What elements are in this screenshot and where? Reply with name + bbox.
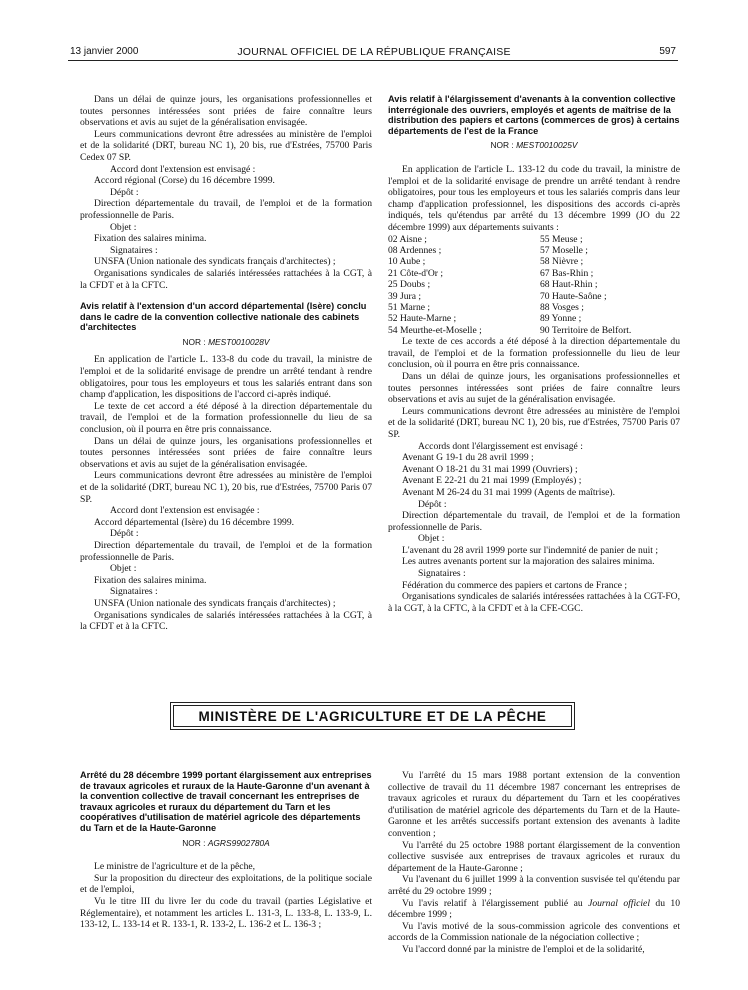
department-item: 21 Côte-d'Or ; [388, 267, 444, 279]
nor-reference: NOR : MEST0010025V [490, 140, 578, 151]
signataires-label: Signataires : [110, 244, 158, 256]
paragraph: Vu l'accord donné par la ministre de l'emploi et de la solidarité, [402, 943, 645, 955]
depot-label: Dépôt : [110, 186, 139, 198]
paragraph: Leurs communications devront être adressées au ministère de l'emploi et de la solidarité (DRT, bureau NC 1), 20 bis, rue d'Estrées, 75700 Paris Cedex 07 SP. [80, 128, 372, 163]
department-item: 02 Aisne ; [388, 233, 427, 245]
paragraph: Dans un délai de quinze jours, les organisations professionnelles et toutes personnes intéressées sont priées de faire connaître leurs observations et avis au sujet de la généralisation envisagée. [80, 94, 372, 129]
departments-column-2 [540, 234, 680, 337]
department-item: 25 Doubs ; [388, 279, 431, 291]
header-rule [68, 60, 678, 61]
signataire: UNSFA (Union nationale des syndicats français d'architectes) ; [94, 597, 336, 609]
paragraph: Dans un délai de quinze jours, les organisations professionnelles et toutes personnes intéressées sont priées de faire connaître leurs observations et avis au sujet de la généralisation envisagée. [388, 370, 680, 406]
avenant-item: Avenant O 18-21 du 31 mai 1999 (Ouvriers) ; [402, 463, 578, 475]
department-item: 58 Nièvre ; [540, 256, 584, 268]
header-page-number: 597 [659, 46, 676, 57]
signataires-label: Signataires : [110, 586, 158, 598]
depot-value: Direction départementale du travail, de l'emploi et de la formation professionnelle de Paris. [80, 539, 372, 563]
department-item: 10 Aube ; [388, 256, 426, 268]
ministry-title: MINISTÈRE DE L'AGRICULTURE ET DE LA PÊCHE [173, 705, 572, 727]
paragraph: Le texte de cet accord a été déposé à la direction départementale du travail, de l'emploi et de la formation professionnelle du lieu de sa conclusion, où il pourra en être pris connaissance. [80, 400, 372, 436]
department-item: 68 Haut-Rhin ; [540, 279, 598, 291]
departments-column-1 [388, 234, 540, 337]
paragraph: Sur la proposition du directeur des exploitations, de la politique sociale et de l'emploi, [80, 872, 372, 896]
right-column-top [388, 94, 680, 614]
nor-reference: NOR : AGRS9902780A [182, 837, 270, 848]
department-item: 55 Meuse ; [540, 233, 583, 245]
department-item: 51 Marne ; [388, 301, 431, 313]
paragraph: En application de l'article L. 133-12 du code du travail, la ministre de l'emploi et de la solidarité envisage de prendre un arrêté tendant à rendre obligatoires, pour tous les employeurs et tous les salariés compris dans leur champ d'application professionnel, les dispositions des accords ci-après indiqués, tels qu'étendus par arrêté du 13 décembre 1999 (JO du 22 décembre 1999) aux départements suivants : [388, 163, 680, 233]
depot-label: Dépôt : [418, 498, 447, 510]
accord-value: Accord régional (Corse) du 16 décembre 1999. [94, 175, 275, 187]
nor-reference: NOR : MEST0010028V [182, 336, 270, 347]
paragraph: Vu l'avis relatif à l'élargissement publié au Journal officiel du 10 décembre 1999 ; [388, 897, 681, 921]
department-item: 70 Haute-Saône ; [540, 290, 607, 302]
signataires-label: Signataires : [418, 568, 466, 580]
objet-value: Les autres avenants portent sur la majoration des salaires minima. [402, 556, 655, 568]
objet-value: L'avenant du 28 avril 1999 porte sur l'indemnité de panier de nuit ; [402, 544, 659, 556]
department-item: 52 Haute-Marne ; [388, 313, 457, 325]
paragraph: Le ministre de l'agriculture et de la pêche, [94, 861, 256, 873]
header-journal-title: JOURNAL OFFICIEL DE LA RÉPUBLIQUE FRANÇAISE [237, 46, 511, 58]
right-column-bottom [388, 770, 680, 956]
departments-list [388, 234, 680, 337]
avis-title-isere: Avis relatif à l'extension d'un accord départemental (Isère) conclu dans le cadre de la convention collective nationale des cabinets d'architectes [80, 301, 367, 333]
paragraph: Vu le titre III du livre Ier du code du travail (parties Législative et Réglementaire), et notamment les articles L. 131-3, L. 133-8, L. 133-9, L. 133-12, L. 133-14 et R. 133-1, R. 133-2, L. 136-2 et L. 136-3 ; [80, 895, 372, 931]
paragraph: Vu l'arrêté du 25 octobre 1988 portant élargissement de la convention collective susvisée aux entreprises de travaux agricoles et ruraux du département de la Haute-Garonne ; [388, 839, 680, 874]
paragraph: Dans un délai de quinze jours, les organisations professionnelles et toutes personnes intéressées sont priées de faire connaître leurs observations et avis au sujet de la généralisation envisagée. [80, 435, 372, 470]
depot-value: Direction départementale du travail, de l'emploi et de la formation professionnelle de Paris. [388, 510, 680, 533]
signataire: Organisations syndicales de salariés intéressées rattachées à la CGT, à la CFDT et à la CFTC. [80, 267, 372, 291]
avenants-list [388, 452, 680, 498]
paragraph: Vu l'avis motivé de la sous-commission agricole des conventions et accords de la Commission nationale de la négociation collective ; [388, 920, 680, 944]
signataire: Organisations syndicales de salariés intéressées rattachées à la CGT, à la CFDT et à la CFTC. [80, 609, 372, 633]
department-item: 08 Ardennes ; [388, 244, 442, 256]
signataire: Fédération du commerce des papiers et cartons de France ; [402, 579, 628, 591]
header-date: 13 janvier 2000 [70, 46, 139, 57]
avenant-item: Avenant G 19-1 du 28 avril 1999 ; [402, 452, 534, 464]
objet-label: Objet : [418, 533, 445, 545]
signataire: Organisations syndicales de salariés intéressées rattachées à la CGT-FO, à la CGT, à la CFTC, à la CFDT et à la CFE-CGC. [388, 591, 680, 614]
department-item: 54 Meurthe-et-Moselle ; [388, 324, 482, 336]
department-item: 57 Moselle ; [540, 244, 588, 256]
left-column-top [80, 94, 372, 633]
ministry-banner [170, 702, 575, 730]
objet-value: Fixation des salaires minima. [94, 233, 207, 245]
paragraph: Le texte de ces accords a été déposé à la direction départementale du travail, de l'emploi et de la formation professionnelle du lieu de leur conclusion, où il pourra en être pris connaissance. [388, 336, 680, 371]
accord-label: Accord dont l'extension est envisagée : [110, 505, 260, 517]
paragraph: Leurs communications devront être adressées au ministère de l'emploi et de la solidarité (DRT, bureau NC 1), 20 bis, rue d'Estrées, 75700 Paris 07 SP. [388, 405, 680, 440]
avis-title-papiers-cartons: Avis relatif à l'élargissement d'avenants à la convention collective interrégionale des ouvriers, employés et agents de maîtrise de la distribution des papiers et cartons (commerces de gros) à certains départements de l'est de la France [388, 94, 680, 136]
department-item: 88 Vosges ; [540, 301, 584, 313]
paragraph: En application de l'article L. 133-8 du code du travail, la ministre de l'emploi et de la solidarité envisage de prendre un arrêté tendant à rendre obligatoires, pour tous les employeurs et tous les salariés entrant dans son champ d'application, les dispositions de l'accord ci-après indiqué. [80, 354, 372, 401]
department-item: 90 Territoire de Belfort. [540, 324, 632, 336]
objet-value: Fixation des salaires minima. [94, 574, 207, 586]
paragraph: Vu l'avenant du 6 juillet 1999 à la convention susvisée tel qu'étendu par arrêté du 29 octobre 1999 ; [388, 874, 680, 897]
paragraph: Leurs communications devront être adressées au ministère de l'emploi et de la solidarité (DRT, bureau NC 1), 20 bis, rue d'Estrées, 75700 Paris 07 SP. [80, 470, 372, 505]
arrete-title: Arrêté du 28 décembre 1999 portant élargissement aux entreprises de travaux agricoles et ruraux de la Haute-Garonne d'un avenant à la convention collective de travail concernant les entreprises de travaux agricoles et ruraux du département du Tarn et les coopératives d'utilisation de matériel agricole des départements du Tarn et de la Haute-Garonne [80, 770, 372, 833]
depot-label: Dépôt : [110, 528, 139, 540]
objet-label: Objet : [110, 563, 137, 575]
avenant-item: Avenant M 26-24 du 31 mai 1999 (Agents de maîtrise). [402, 486, 615, 498]
accord-value: Accord départemental (Isère) du 16 décembre 1999. [94, 516, 295, 528]
signataire: UNSFA (Union nationale des syndicats français d'architectes) ; [94, 256, 336, 268]
avenant-item: Avenant E 22-21 du 21 mai 1999 (Employés) ; [402, 475, 582, 487]
depot-value: Direction départementale du travail, de l'emploi et de la formation professionnelle de Paris. [80, 198, 372, 221]
department-item: 89 Yonne ; [540, 313, 582, 325]
accord-label: Accord dont l'extension est envisagé : [110, 163, 256, 175]
left-column-bottom [80, 770, 372, 931]
department-item: 39 Jura ; [388, 290, 422, 302]
department-item: 67 Bas-Rhin ; [540, 267, 594, 279]
accords-label: Accords dont l'élargissement est envisagé : [418, 440, 583, 452]
objet-label: Objet : [110, 221, 137, 233]
paragraph: Vu l'arrêté du 15 mars 1988 portant extension de la convention collective de travail du 11 décembre 1987 concernant les entreprises de travaux agricoles et ruraux du département du Tarn et les coopératives d'utilisation de matériel agricole des départements du Tarn et de la Haute-Garonne et les arrêtés successifs portant extension des avenants à ladite convention ; [388, 770, 680, 839]
